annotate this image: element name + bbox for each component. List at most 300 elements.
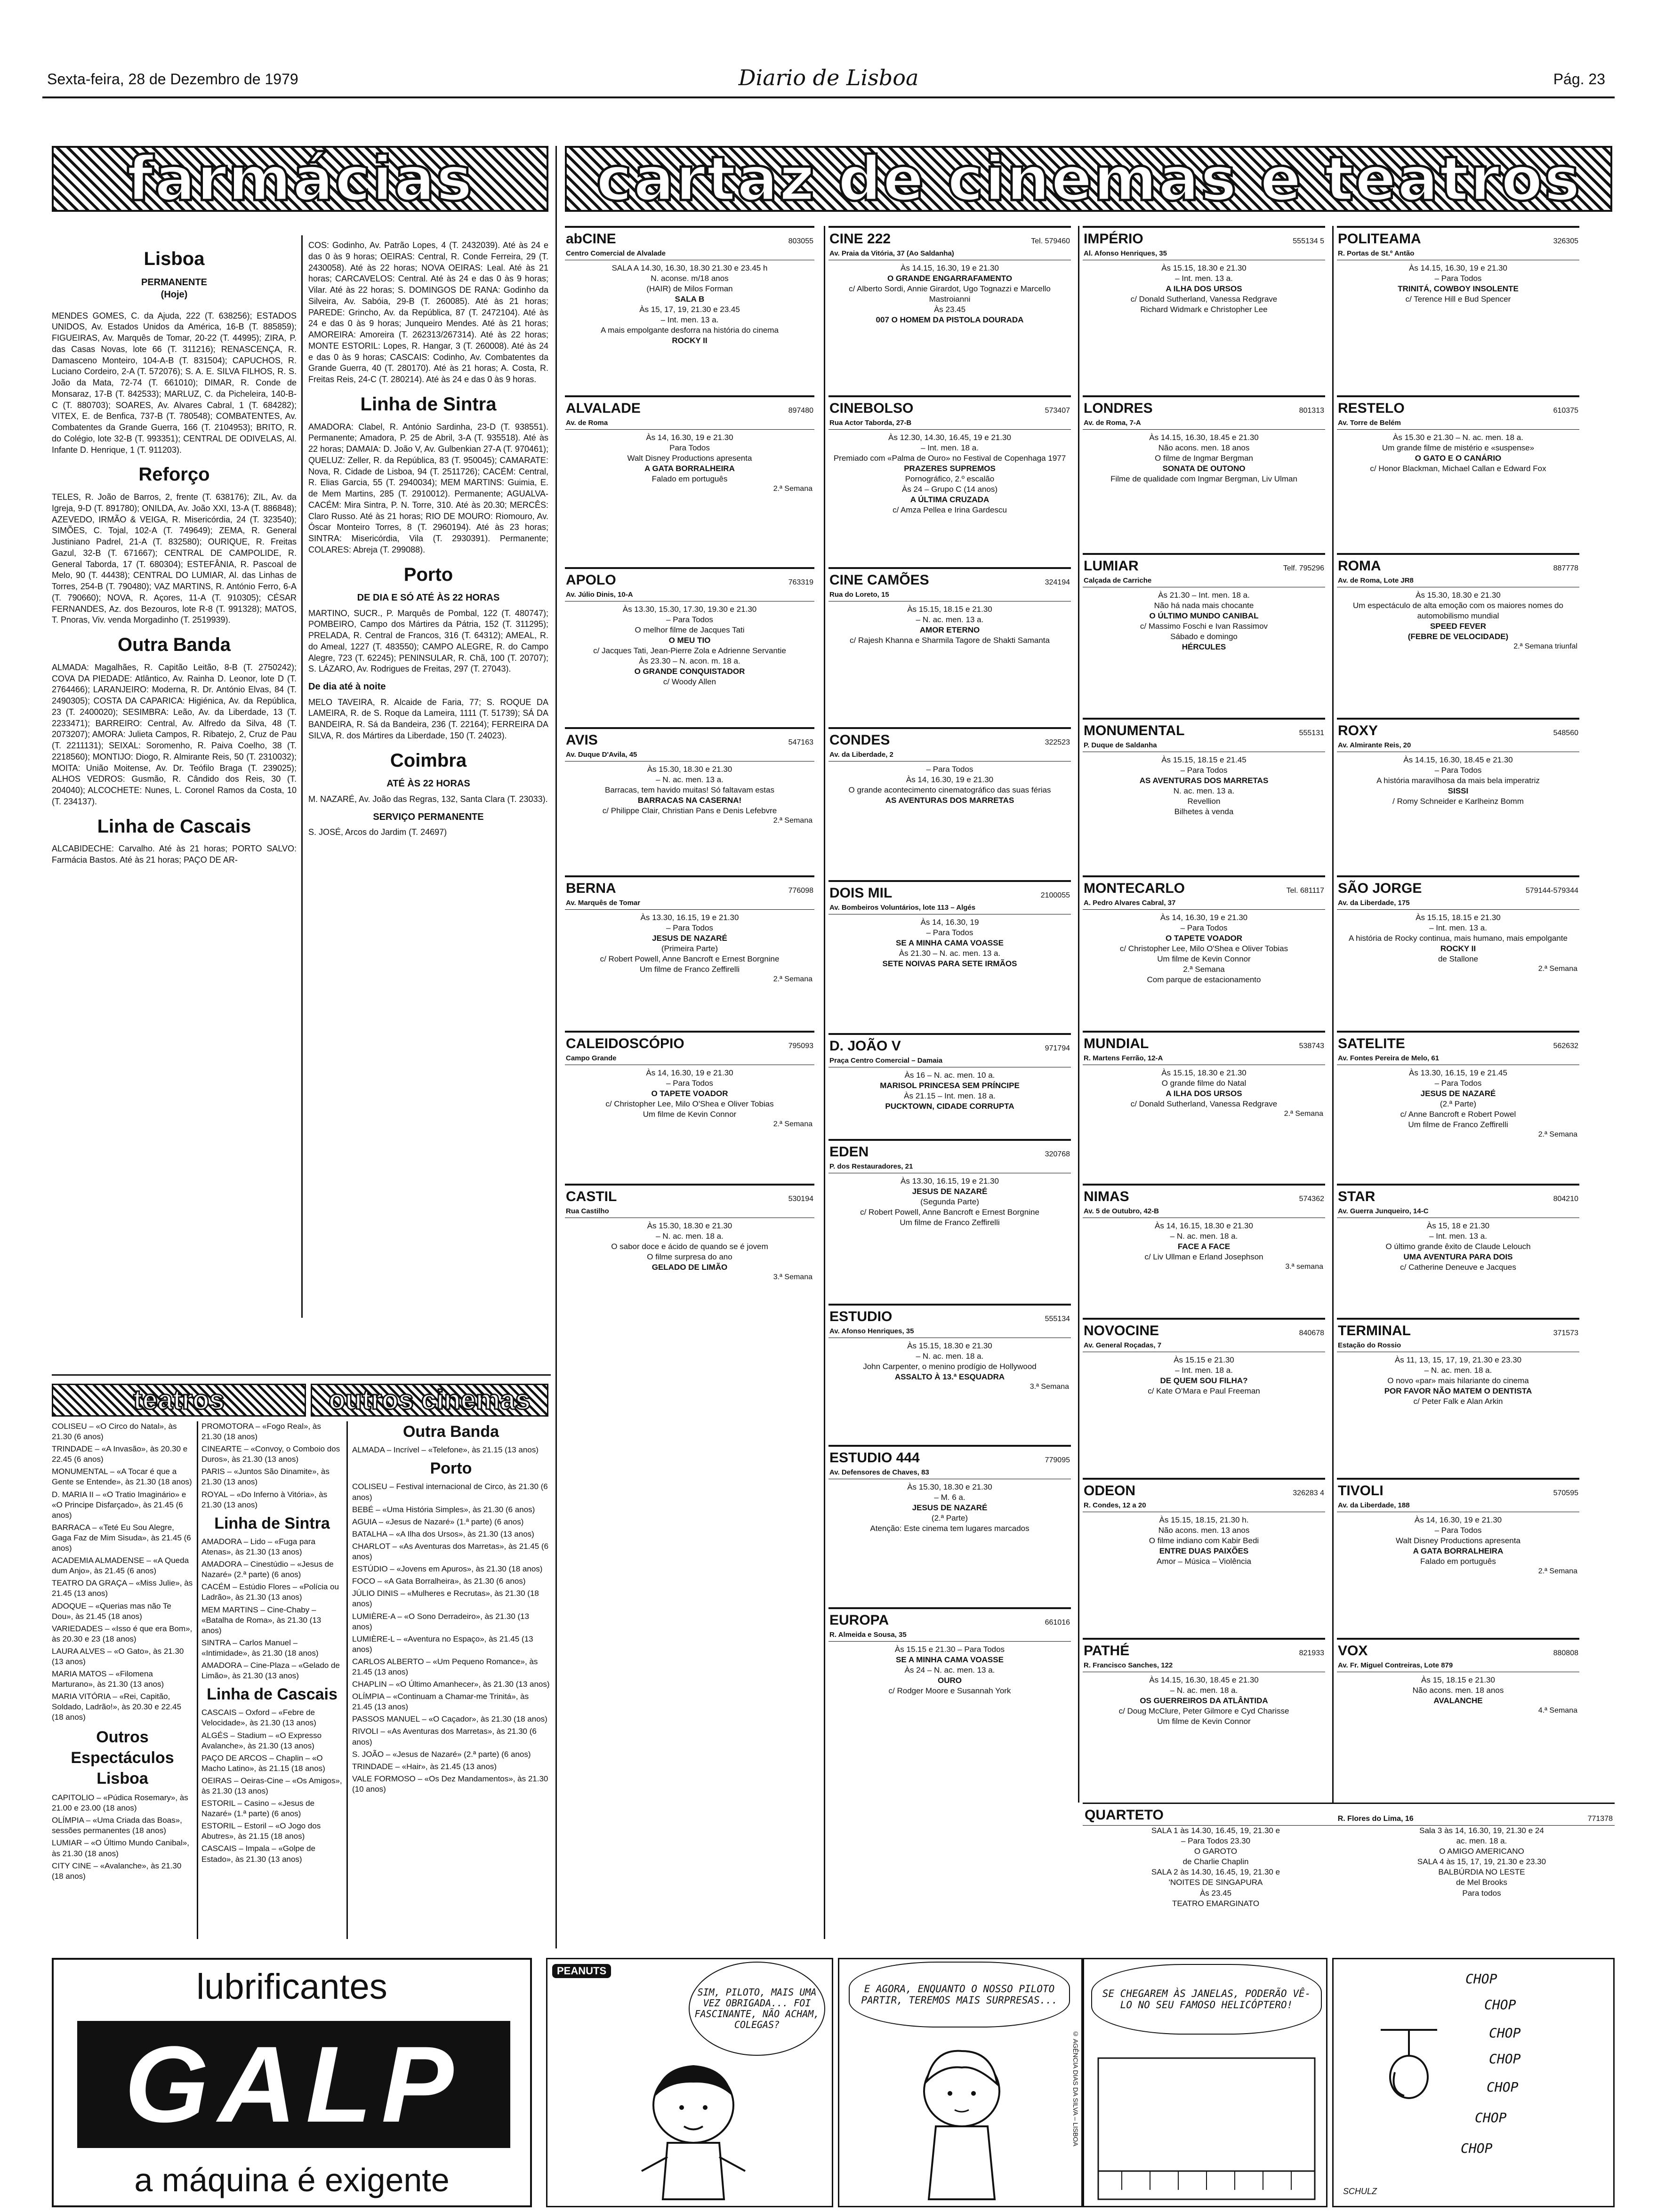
cinema-line: – M. 6 a. bbox=[934, 1492, 965, 1502]
cinema-line: ASSALTO À 13.ª ESQUADRA bbox=[894, 1372, 1005, 1381]
cinema-line: A mais empolgante desforra na história do cinema bbox=[601, 326, 779, 335]
cinema-line: Walt Disney Productions apresenta bbox=[627, 453, 752, 463]
cinema-line: c/ Robert Powell, Anne Bancroft e Ernest Borgnine bbox=[600, 954, 780, 963]
cinema-line: Um espectáculo de alta emoção com os maiores nomes do automobilismo mundial bbox=[1353, 601, 1563, 620]
cinema-listing bbox=[1337, 718, 1579, 872]
cinema-tel: Telf. 795296 bbox=[1283, 564, 1324, 572]
cinema-line: SISSI bbox=[1448, 786, 1469, 795]
cinema-address: Av. Guerra Junqueiro, 14-C bbox=[1337, 1207, 1579, 1218]
cinema-line: N. ac. men. 13 a. bbox=[1173, 786, 1235, 795]
cinema-line: Às 15.30 e 21.30 – N. ac. men. 18 a. bbox=[1393, 433, 1523, 442]
hoje-label: (Hoje) bbox=[161, 289, 188, 300]
cinema-line: Às 13.30, 16.15, 19 e 21.30 bbox=[640, 913, 739, 922]
listing-entry: JÚLIO DINIS – «Mulheres e Recrutas», às 21.30 (18 anos) bbox=[352, 1589, 539, 1609]
cinema-line: Às 15, 18.15 e 21.30 bbox=[1421, 1675, 1495, 1684]
cinema-line: (2.ª Parte) bbox=[931, 1513, 968, 1523]
cinema-line: Não acons. men. 18 anos bbox=[1412, 1685, 1504, 1695]
cinema-listing bbox=[1083, 1478, 1325, 1634]
listing-entry: BARRACA – «Teté Eu Sou Alegre, Gaga Faz de Mim Sisuda», às 21.45 (6 anos) bbox=[52, 1523, 191, 1553]
cinema-address: Av. Almirante Reis, 20 bbox=[1337, 741, 1579, 752]
cinema-listing bbox=[565, 395, 814, 563]
cinema-tel: 804210 bbox=[1553, 1195, 1578, 1203]
cinema-line: TRINITÁ, COWBOY INSOLENTE bbox=[1398, 284, 1519, 293]
cinema-address: Av. 5 de Outubro, 42-B bbox=[1083, 1207, 1325, 1218]
cinema-week: 2.ª Semana bbox=[1284, 1109, 1323, 1118]
cinema-listing bbox=[828, 567, 1071, 723]
cinema-listing bbox=[1337, 1638, 1579, 1796]
cinema-line: O GATO E O CANÁRIO bbox=[1415, 453, 1502, 463]
header-rule bbox=[42, 96, 1615, 98]
cinema-name: RESTELO bbox=[1338, 401, 1405, 416]
cinema-name: CINEBOLSO bbox=[829, 401, 914, 416]
listing-entry: TRINDADE – «A Invasão», às 20.30 e 22.45 (6 anos) bbox=[52, 1444, 188, 1464]
cinema-name: PATHÉ bbox=[1084, 1643, 1130, 1659]
quarteto-line: Sala 3 às 14, 16.30, 19, 21.30 e 24 bbox=[1419, 1826, 1544, 1835]
listing-entry: AGUIA – «Jesus de Nazaré» (1.ª parte) (6 anos) bbox=[352, 1517, 524, 1526]
cinema-week: 2.ª Semana bbox=[773, 975, 812, 984]
cinema-listing bbox=[828, 727, 1071, 876]
cinema-column-divider bbox=[1332, 226, 1334, 1803]
porto-subheading: DE DIA E SÓ ATÉ ÀS 22 HORAS bbox=[357, 593, 500, 603]
comic-signature: SCHULZ bbox=[1343, 2187, 1377, 2196]
galp-advert bbox=[52, 1958, 532, 2207]
cinema-line: A GATA BORRALHEIRA bbox=[1413, 1546, 1504, 1555]
listing-entry: PASSOS MANUEL – «O Caçador», às 21.30 (18 anos) bbox=[352, 1715, 547, 1724]
cinema-line: – Para Todos bbox=[1434, 765, 1482, 775]
cinema-line: – Para Todos bbox=[666, 615, 713, 624]
cinema-line: AS AVENTURAS DOS MARRETAS bbox=[1139, 776, 1269, 785]
servico-heading: SERVIÇO PERMANENTE bbox=[373, 811, 484, 822]
cinema-name: LUMIAR bbox=[1084, 558, 1139, 574]
cinema-line: Premiado com «Palma de Ouro» no Festival de Copenhaga 1977 bbox=[833, 453, 1066, 463]
cinema-line: UMA AVENTURA PARA DOIS bbox=[1403, 1252, 1513, 1261]
cinema-tel: 555131 bbox=[1299, 729, 1324, 737]
cinema-listing bbox=[828, 1445, 1071, 1603]
cinema-week: 3.ª semana bbox=[1285, 1262, 1323, 1271]
ad-slogan: a máquina é exigente bbox=[134, 2162, 450, 2198]
comic-panel-3 bbox=[1083, 1958, 1327, 2207]
cinema-name: VOX bbox=[1338, 1643, 1368, 1659]
page-header bbox=[42, 66, 1615, 94]
listing-entry: COLISEU – Festival internacional de Circo, às 21.30 (6 anos) bbox=[352, 1482, 548, 1502]
cinema-listing bbox=[828, 395, 1071, 563]
cinema-line: Às 14.15, 16.30, 18.45 e 21.30 bbox=[1403, 755, 1513, 764]
cinema-line: ROCKY II bbox=[1440, 944, 1476, 953]
cinema-line: SPEED FEVER bbox=[1430, 621, 1487, 631]
listing-entry: OEIRAS – Oeiras-Cine – «Os Amigos», às 21.30 (13 anos) bbox=[201, 1776, 342, 1795]
cinema-line: c/ Honor Blackman, Michael Callan e Edward Fox bbox=[1370, 464, 1546, 473]
quarteto-line: de Mel Brooks bbox=[1456, 1878, 1507, 1887]
cinema-line: Às 13.30, 16.15, 19 e 21.30 bbox=[901, 1176, 999, 1186]
listing-entry: ESTORIL – Casino – «Jesus de Nazaré» (1.ª parte) (6 anos) bbox=[201, 1799, 315, 1819]
listing-entry: BEBÉ – «Uma História Simples», às 21.30 (6 anos) bbox=[352, 1505, 535, 1514]
cinema-tel: 2100055 bbox=[1040, 891, 1070, 899]
listing-entry: OLÍMPIA – «Uma Criada das Boas», sessões permanentes (18 anos) bbox=[52, 1816, 182, 1835]
cinema-line: FACE A FACE bbox=[1177, 1242, 1231, 1251]
chop-sound-4: CHOP bbox=[1489, 2051, 1521, 2067]
cinema-line: – N. ac. men. 18 a. bbox=[1170, 1231, 1238, 1241]
cinema-week: 2.ª Semana bbox=[1538, 1567, 1577, 1575]
cinema-line: – Int. men. 13 a. bbox=[660, 315, 719, 324]
cinema-line: MARISOL PRINCESA SEM PRÍNCIPE bbox=[880, 1081, 1020, 1090]
listing-entry: MEM MARTINS – Cine-Chaby – «Batalha de Roma», às 21.30 (13 anos) bbox=[201, 1605, 322, 1635]
farmacias-banner-text: farmácias bbox=[127, 143, 474, 215]
listing-entry: LAURA ALVES – «O Gato», às 21.30 (13 anos) bbox=[52, 1646, 184, 1666]
listing-entry: MARIA VITÓRIA – «Rei, Capitão, Soldado, Ladrão!», às 20.30 e 22.45 (18 anos) bbox=[52, 1692, 182, 1722]
cinema-name: CONDES bbox=[829, 732, 890, 748]
cinema-tel: 324194 bbox=[1045, 578, 1070, 586]
pharmacy-col-2 bbox=[308, 240, 548, 1318]
listing-entry: CITY CINE – «Avalanche», às 21.30 (18 anos) bbox=[52, 1861, 182, 1881]
cinema-listing bbox=[1337, 1184, 1579, 1314]
teatros-list bbox=[52, 1421, 193, 1939]
cinema-line: Revellion bbox=[1187, 796, 1221, 806]
cinema-line: A história de Rocky continua, mais humano, mais empolgante bbox=[1349, 933, 1568, 943]
cinema-line: Barracas, tem havido muitas! Só faltavam estas bbox=[605, 785, 774, 794]
quarteto-rule bbox=[1083, 1803, 1615, 1804]
listing-entry: VALE FORMOSO – «Os Dez Mandamentos», às 21.30 (10 anos) bbox=[352, 1774, 548, 1794]
cinema-line: Às 14, 16.30, 19 e 21.30 bbox=[1414, 1515, 1502, 1524]
cinema-name: ESTUDIO 444 bbox=[829, 1450, 920, 1466]
cinema-name: LONDRES bbox=[1084, 401, 1153, 416]
chop-sound-6: CHOP bbox=[1475, 2110, 1507, 2125]
cinema-tel: 821933 bbox=[1299, 1649, 1324, 1657]
listing-entry: PROMOTORA – «Fogo Real», às 21.30 (18 anos) bbox=[201, 1422, 321, 1442]
cinema-line: O grande acontecimento cinematográfico das suas férias bbox=[848, 785, 1051, 794]
snoopy-helicopter-drawing bbox=[1362, 2020, 1456, 2115]
cinema-address: R. Portas de St.º Antão bbox=[1337, 249, 1579, 260]
outros-cinemas-banner bbox=[311, 1384, 548, 1417]
cinema-line: O filme de Ingmar Bergman bbox=[1155, 453, 1253, 463]
cinema-tel: 801313 bbox=[1299, 407, 1324, 415]
cinema-line: Amor – Música – Violência bbox=[1157, 1556, 1251, 1566]
outra-banda-list: ALMADA: Magalhães, R. Capitão Leitão, 8-B (T. 2750242); COVA DA PIEDADE: Atlântico, Av. Rainha D. Leonor, lote D (T. 2764466); LARANJEIRO: Moderna, R. Dr. António Elvas, 84 (T. 2490305); COSTA DA CAPARICA: Higiénica, Av. da República, 23 (T. 2400020); SESIMBRA: Leão, Av. da Liberdade, 13 (T. 2233471); BARREIRO: Central, Av. Alfredo da Silva, 48 (T. 2073207); AMORA: Julieta Campos, R. Ribatejo, 2, Cruz de Pau (T. 2211131); SEIXAL: Soromenho, R. Paiva Coelho, 38 (T. 2218560); MONTIJO: Diogo, R. Almirante Reis, 50 (T. 2310032); MOITA: União Moitense, Av. Dr. Teófilo Braga (T. 239025); ALHOS VEDROS: Gusmão, R. Cândido dos Reis, 30 (T. 204040); ALCOCHETE: Nunes, L. Coronel Ramos da Costa, 10 (T. 234137). bbox=[52, 662, 297, 806]
cinema-line: Às 15.15, 18.30 e 21.30 bbox=[1161, 263, 1247, 272]
quarteto-line: – Para Todos 23.30 bbox=[1181, 1836, 1251, 1846]
cinema-tel: 555134 bbox=[1045, 1315, 1070, 1323]
cinema-line: Às 15.30, 18.30 e 21.30 bbox=[647, 1221, 732, 1230]
cinema-line: c/ Anne Bancroft e Robert Powel bbox=[1400, 1109, 1516, 1119]
cinema-line: c/ Amza Pellea e Irina Gardescu bbox=[893, 505, 1007, 515]
cinema-address: Av. da Liberdade, 2 bbox=[828, 750, 1071, 761]
cinema-line: Richard Widmark e Christopher Lee bbox=[1140, 305, 1268, 314]
cinema-line: O GRANDE ENGARRAFAMENTO bbox=[887, 273, 1013, 283]
cinema-address: Campo Grande bbox=[565, 1054, 814, 1065]
cinema-name: ROXY bbox=[1338, 723, 1378, 738]
quarteto-right bbox=[1349, 1826, 1615, 1909]
cinema-tel: 763319 bbox=[788, 578, 813, 586]
listing-entry: D. MARIA II – «O Tratio Imaginário» e «O Principe Disfarçado», às 21.45 (6 anos) bbox=[52, 1490, 186, 1520]
cinema-name: STAR bbox=[1338, 1189, 1375, 1204]
chop-sound-5: CHOP bbox=[1487, 2079, 1519, 2095]
cinema-line: – Int. men. 13 a. bbox=[1175, 273, 1233, 283]
listing-entry: CASCAIS – Impala – «Golpe de Estado», às 21.30 (13 anos) bbox=[201, 1844, 315, 1864]
cinema-line: O TAPETE VOADOR bbox=[1165, 933, 1243, 943]
cinema-name: ODEON bbox=[1084, 1483, 1136, 1499]
listing-entry: TEATRO DA GRAÇA – «Miss Julie», às 21.45 (13 anos) bbox=[52, 1579, 193, 1598]
cinema-address: Av. Afonso Henriques, 35 bbox=[828, 1327, 1071, 1338]
listing-entry: OLÍMPIA – «Continuam a Chamar-me Trinitá», às 21.45 (13 anos) bbox=[352, 1692, 529, 1712]
cinema-tel: 555134 5 bbox=[1293, 237, 1324, 245]
cinema-column-divider bbox=[824, 226, 825, 1939]
cinema-line: (Primeira Parte) bbox=[661, 944, 718, 953]
cinema-line: Um filme de Franco Zeffirelli bbox=[639, 964, 740, 974]
pharmacy-col-1 bbox=[52, 240, 297, 1318]
cinema-line: HÉRCULES bbox=[1182, 642, 1226, 651]
cinema-tel: 371573 bbox=[1553, 1329, 1578, 1337]
listing-entry: BATALHA – «A Ilha dos Ursos», às 21.30 (13 anos) bbox=[352, 1529, 534, 1539]
cinema-line: c/ Donald Sutherland, Vanessa Redgrave bbox=[1130, 1099, 1278, 1108]
cinema-line: – Para Todos bbox=[1434, 273, 1482, 283]
cinema-column-divider bbox=[1078, 226, 1079, 1803]
speech-bubble-2: E AGORA, ENQUANTO O NOSSO PILOTO PARTIR, TEREMOS MAIS SURPRESAS... bbox=[849, 1962, 1070, 2028]
cinema-line: c/ Rajesh Khanna e Sharmila Tagore de Shakti Samanta bbox=[850, 635, 1050, 645]
cinema-line: JESUS DE NAZARÉ bbox=[1420, 1089, 1496, 1098]
cinema-address: Av. General Roçadas, 7 bbox=[1083, 1341, 1325, 1352]
cinema-listing bbox=[828, 226, 1071, 392]
cinema-address: Praça Centro Comercial – Damaia bbox=[828, 1056, 1071, 1067]
cinema-tel: 326305 bbox=[1553, 237, 1578, 245]
quarteto-address: R. Flores do Lima, 16 bbox=[1337, 1815, 1414, 1823]
listing-entry: CAPITOLIO – «Púdica Rosemary», às 21.00 e 23.00 (18 anos) bbox=[52, 1793, 188, 1813]
cinema-line: Às 21.30 – N. ac. men. 13 a. bbox=[899, 948, 1001, 958]
cinema-week: 2.ª Semana bbox=[773, 816, 812, 825]
galp-logo bbox=[77, 2021, 510, 2148]
cinema-line: Filme de qualidade com Ingmar Bergman, Liv Ulman bbox=[1110, 474, 1297, 483]
cinema-address: Centro Comercial de Alvalade bbox=[565, 249, 814, 260]
cinema-line: Às 21.30 – Int. men. 18 a. bbox=[1158, 590, 1250, 600]
cinema-address: Al. Afonso Henriques, 35 bbox=[1083, 249, 1325, 260]
cinema-name: D. JOÃO V bbox=[829, 1038, 901, 1054]
cinema-line: DE QUEM SOU FILHA? bbox=[1160, 1376, 1248, 1385]
cinema-line: – N. ac. men. 13 a. bbox=[916, 615, 984, 624]
lucy-drawing bbox=[623, 2049, 764, 2204]
quarteto-line: BALBÚRDIA NO LESTE bbox=[1438, 1867, 1525, 1877]
cinema-address: A. Pedro Alvares Cabral, 37 bbox=[1083, 898, 1325, 910]
cinema-line: Às 16 – N. ac. men. 10 a. bbox=[904, 1070, 995, 1080]
porto-noite-list: MELO TAVEIRA, R. Alcaide de Faria, 77; S. ROQUE DA LAMEIRA, R. de S. Roque da Lameira, 1111 (T. 51739); SÁ DA BANDEIRA, R. Sá da Bandeira, 236 (T. 22164); FERREIRA DA SILVA, R. dos Mártires da Liberdade, 150 (T. 24023). bbox=[308, 697, 548, 740]
cinema-address: Av. de Roma, 7-A bbox=[1083, 418, 1325, 430]
cinema-line: – Para Todos bbox=[926, 764, 973, 774]
cinema-line: – N. ac. men. 18 a. bbox=[1424, 1365, 1492, 1375]
listing-entry: CARLOS ALBERTO – «Um Pequeno Romance», às 21.45 (13 anos) bbox=[352, 1657, 538, 1676]
cinema-line: Às 14, 16.30, 19 e 21.30 bbox=[646, 433, 733, 442]
cinema-line: Às 15.30, 18.30 e 21.30 bbox=[647, 764, 732, 774]
cinema-tel: 530194 bbox=[788, 1195, 813, 1203]
listing-entry: RIVOLI – «As Aventuras dos Marretas», às 21.30 (6 anos) bbox=[352, 1727, 537, 1747]
cinema-line: (2.ª Parte) bbox=[1440, 1099, 1477, 1108]
cinema-line: – N. ac. men. 18 a. bbox=[916, 1351, 984, 1361]
cinema-line: Às 14, 16.30, 19 e 21.30 bbox=[646, 1068, 733, 1077]
quarteto-line: TEATRO EMARGINATO bbox=[1172, 1899, 1260, 1908]
cinema-tel: 320768 bbox=[1045, 1150, 1070, 1158]
cinema-listing bbox=[1083, 553, 1325, 714]
cinema-line: O GRANDE CONQUISTADOR bbox=[634, 667, 745, 676]
cinema-line: Pornográfico, 2.º escalão bbox=[905, 474, 995, 483]
cinema-line: Às 11, 13, 15, 17, 19, 21.30 e 23.30 bbox=[1394, 1355, 1522, 1364]
quarteto-line: SALA 1 às 14.30, 16.45, 19, 21.30 e bbox=[1151, 1826, 1280, 1835]
cinema-address: Calçada de Carriche bbox=[1083, 576, 1325, 587]
page-number: Pág. 23 bbox=[1553, 71, 1605, 88]
cinema-listing bbox=[1083, 1638, 1325, 1796]
cascais-list-cont: COS: Godinho, Av. Patrão Lopes, 4 (T. 2432039). Até às 24 e das 0 às 9 horas; OEIRAS: Central, R. Conde Ferreira, 29 (T. 2430058). Até às 22 horas; NOVA OEIRAS: Leal. Até às 21 horas; CARCAVELOS: Central. Até às 24 e das 0 às 9 horas; Vilar. Até às 22 horas; S. DOMINGOS DE RANA: Godinho da Silveira, Av. Sabóia, 29-B (T. 260085). Até às 21 horas; PAREDE: Grincho, Av. da República, 87 (T. 2472104). Até às 24 e das 0 às 9 horas; Junqueiro Mendes. Até às 21 horas; AMOREIRA: Amoreira (T. 262313/267314). Até às 22 horas; MONTE ESTORIL: Lopes, R. Hangar, 3 (T. 260008). Até às 24 e das 0 às 9 horas; CASCAIS: Codinho, Av. Combatentes da Grande Guerra, 40 (T. 280170). Até às 21 horas; A. Costa, R. Freitas Reis, 24-C (T. 280214). Até às 24 e das 0 às 9 horas. bbox=[308, 240, 548, 384]
comic-title: PEANUTS bbox=[552, 1964, 611, 1978]
cartaz-banner bbox=[565, 143, 1612, 215]
cinema-line: 007 O HOMEM DA PISTOLA DOURADA bbox=[876, 315, 1024, 324]
cinema-address: R. Condes, 12 a 20 bbox=[1083, 1501, 1325, 1512]
chop-sound-7: CHOP bbox=[1461, 2140, 1493, 2156]
cinema-name: MONUMENTAL bbox=[1084, 723, 1185, 738]
cinema-listing bbox=[1083, 1184, 1325, 1314]
cinema-line: Às 21.15 – Int. men. 18 a. bbox=[904, 1091, 996, 1100]
cinema-line: A ILHA DOS URSOS bbox=[1166, 1089, 1242, 1098]
cinema-week: 2.ª Semana bbox=[1538, 964, 1577, 973]
cinema-tel: 562632 bbox=[1553, 1042, 1578, 1050]
cinema-listing bbox=[828, 1304, 1071, 1441]
cinema-line: GELADO DE LIMÃO bbox=[652, 1262, 728, 1272]
cinema-line: O melhor filme de Jacques Tati bbox=[635, 625, 745, 634]
cinema-week: 3.ª Semana bbox=[773, 1273, 812, 1281]
cinema-line: Às 15.15 e 21.30 – Para Todos bbox=[894, 1644, 1005, 1654]
cinema-tel: 574362 bbox=[1299, 1195, 1324, 1203]
cinema-name: ROMA bbox=[1338, 558, 1381, 574]
cinema-tel: Tel. 579460 bbox=[1031, 237, 1070, 245]
cinema-tel: 880808 bbox=[1553, 1649, 1578, 1657]
cinema-line: (FEBRE DE VELOCIDADE) bbox=[1408, 632, 1509, 641]
reforco-heading: Reforço bbox=[138, 464, 210, 485]
cinema-name: NOVOCINE bbox=[1084, 1323, 1159, 1338]
outros-lisboa-heading: Lisboa bbox=[97, 1769, 148, 1787]
listing-entry: CINEARTE – «Convoy, o Comboio dos Duros», às 21.30 (13 anos) bbox=[201, 1444, 340, 1464]
cinema-line: – Para Todos bbox=[1434, 1078, 1482, 1088]
listing-entry: CHAPLIN – «O Último Amanhecer», às 21.30 (13 anos) bbox=[352, 1680, 550, 1689]
cinema-line: Falado em português bbox=[1420, 1556, 1496, 1566]
cinema-line: AVALANCHE bbox=[1433, 1696, 1483, 1705]
cinema-line: c/ Peter Falk e Alan Arkin bbox=[1413, 1396, 1503, 1406]
cinema-listing bbox=[1083, 226, 1325, 392]
cinema-line: c/ Philippe Clair, Christian Pans e Denis Lefebvre bbox=[602, 806, 777, 815]
quarteto-line: Às 23.45 bbox=[1199, 1888, 1232, 1898]
cinema-line: Às 23.45 bbox=[933, 305, 966, 314]
cinema-tel: 661016 bbox=[1045, 1619, 1070, 1627]
listing-entry: COLISEU – «O Circo do Natal», às 21.30 (6 anos) bbox=[52, 1422, 177, 1442]
cinema-address: Av. Praia da Vitória, 37 (Ao Saldanha) bbox=[828, 249, 1071, 260]
outros-list-1 bbox=[201, 1421, 343, 1939]
cinema-line: Um filme de Franco Zeffirelli bbox=[900, 1218, 1000, 1227]
cinema-address: Rua Castilho bbox=[565, 1207, 814, 1218]
cinema-line: Às 14.15, 16.30, 18.45 e 21.30 bbox=[1149, 433, 1259, 442]
cinema-listing bbox=[565, 226, 814, 392]
quarteto-line: Para todos bbox=[1462, 1888, 1501, 1898]
outros-espectaculos-heading: Outros Espectáculos bbox=[71, 1728, 174, 1767]
listing-entry: CASCAIS – Oxford – «Febre de Velocidade», às 21.30 (13 anos) bbox=[201, 1708, 316, 1728]
listing-entry: TRINDADE – «Hair», às 21.45 (13 anos) bbox=[352, 1762, 497, 1771]
cinema-name: POLITEAMA bbox=[1338, 231, 1421, 247]
cinema-line: c/ Christopher Lee, Milo O'Shea e Oliver Tobias bbox=[605, 1099, 774, 1108]
cinema-line: SONATA DE OUTONO bbox=[1162, 464, 1246, 473]
cinema-name: EDEN bbox=[829, 1144, 869, 1160]
cinema-line: de Stallone bbox=[1438, 954, 1479, 963]
cinema-line: POR FAVOR NÃO MATEM O DENTISTA bbox=[1384, 1386, 1532, 1395]
farmacias-banner bbox=[52, 143, 548, 215]
cinema-line: Às 15.30, 18.30 e 21.30 bbox=[1416, 590, 1501, 600]
cinema-line: c/ Rodger Moore e Susannah York bbox=[888, 1686, 1011, 1695]
cinema-line: O grande filme do Natal bbox=[1161, 1078, 1247, 1088]
outros-porto-heading: Porto bbox=[430, 1459, 472, 1478]
outros-banner-text: outros cinemas bbox=[329, 1385, 531, 1415]
cinema-line: c/ Liv Ullman e Erland Josephson bbox=[1144, 1252, 1263, 1261]
sintra-list: AMADORA: Clabel, R. António Sardinha, 23-D (T. 938551). Permanente; Amadora, P. 25 de Abril, 3-A (T. 935518). Até às 22 horas; DAMAIA: D. João V, Av. Gulbenkian 27-A (T. 970461); QUELUZ: Zeller, R. da República, 83 (T. 950045); CAMARATE: Nova, R. Cidade de Lisboa, 94 (T. 2511726); CACÉM: Central, R. Elias Garcia, 55 (T. 2940034); MEM MARTINS: Guimia, E. de Mem Martins, 285 (T. 2910012). Permanente; AGUALVA-CACÉM: Mira Sintra, P. N. Torre, 310. Até às 20.30; MERCÊS: Claro Russo. Até às 21 horas; RIO DE MOURO: Riomouro, Av. Óscar Monteiro Torres, 8 (T. 2960194). Até às 23 horas; SINTRA: Misericórdia, Vila (T. 2930391). Permanente; COLARES: Abreja (T. 299088). bbox=[308, 422, 548, 554]
cinema-tel: 610375 bbox=[1553, 407, 1578, 415]
listing-entry: PAÇO DE ARCOS – Chaplin – «O Macho Latino», às 21.15 (18 anos) bbox=[201, 1753, 325, 1773]
cinema-name: BERNA bbox=[566, 881, 616, 896]
cinema-line: Às 13.30, 15.30, 17.30, 19.30 e 21.30 bbox=[622, 604, 757, 614]
sintra-heading: Linha de Sintra bbox=[360, 393, 497, 415]
cinema-address: Av. Torre de Belém bbox=[1337, 418, 1579, 430]
cinema-listing bbox=[828, 1139, 1071, 1300]
listing-entry: CACÉM – Estúdio Flores – «Polícia ou Ladrão», às 21.30 (13 anos) bbox=[201, 1582, 339, 1602]
cinema-line: SE A MINHA CAMA VOASSE bbox=[896, 938, 1004, 947]
listing-entry: LUMIÈRE-A – «O Sono Derradeiro», às 21.30 (13 anos) bbox=[352, 1611, 530, 1631]
listing-entry: MARIA MATOS – «Filomena Marturano», às 21.30 (13 anos) bbox=[52, 1669, 164, 1689]
cinema-listing bbox=[828, 1033, 1071, 1135]
cinema-line: Às 15, 18 e 21.30 bbox=[1426, 1221, 1490, 1230]
quarteto-line: O AMIGO AMERICANO bbox=[1439, 1847, 1524, 1856]
quarteto-name: QUARTETO bbox=[1085, 1807, 1164, 1823]
listing-entry: AMADORA – Cine-Plaza – «Gelado de Limão», às 21.30 (13 anos) bbox=[201, 1660, 340, 1681]
cinema-tel: 779095 bbox=[1045, 1456, 1070, 1464]
cinema-listing bbox=[1083, 395, 1325, 549]
cinema-listing bbox=[1083, 875, 1325, 1027]
listing-entry: ESTORIL – Estoril – «O Jogo dos Abutres», às 21.15 (18 anos) bbox=[201, 1821, 321, 1841]
cinema-line: Às 15.15, 18.15 e 21.45 bbox=[1161, 755, 1247, 764]
cinema-listing bbox=[565, 875, 814, 1027]
cinema-name: ALVALADE bbox=[566, 401, 641, 416]
cinema-listing bbox=[1337, 553, 1579, 714]
listing-entry: FOCO – «A Gata Borralheira», às 21.30 (6 anos) bbox=[352, 1577, 526, 1586]
cinema-line: – Para Todos bbox=[1434, 1525, 1482, 1535]
cinema-line: Falado em português bbox=[652, 474, 728, 483]
cinema-line: O novo «par» mais hilariante do cinema bbox=[1387, 1376, 1529, 1385]
speech-bubble-1: SIM, PILOTO, MAIS UMA VEZ OBRIGADA... FOI FASCINANTE, NÃO ACHAM, COLEGAS? bbox=[689, 1962, 825, 2056]
cinema-line: SALA A 14.30, 16.30, 18.30 21.30 e 23.45 h bbox=[611, 263, 768, 272]
cinema-address: Av. da Liberdade, 188 bbox=[1337, 1501, 1579, 1512]
cinema-line: c/ Donald Sutherland, Vanessa Redgrave bbox=[1130, 294, 1278, 304]
cinema-line: Às 15.15, 18.15 e 21.30 bbox=[1416, 913, 1501, 922]
cinema-name: MONTECARLO bbox=[1084, 881, 1185, 896]
cinema-line: Bilhetes à venda bbox=[1174, 807, 1234, 816]
cinema-line: – Para Todos bbox=[1180, 923, 1228, 932]
peppermint-patty-drawing bbox=[891, 2039, 1032, 2204]
cinema-line: JESUS DE NAZARÉ bbox=[912, 1186, 988, 1196]
cinema-line: Às 14.15, 16.30, 19 e 21.30 bbox=[901, 263, 999, 272]
cinema-name: ESTUDIO bbox=[829, 1309, 893, 1324]
cinema-line: c/ Massimo Foschi e Ivan Rassimov bbox=[1140, 621, 1268, 631]
cinema-line: / Romy Schneider e Karlheinz Bomm bbox=[1392, 796, 1524, 806]
cinema-line: O último grande êxito de Claude Lelouch bbox=[1385, 1242, 1531, 1251]
cinema-name: TIVOLI bbox=[1338, 1483, 1384, 1499]
cinema-name: SÃO JORGE bbox=[1338, 881, 1422, 896]
cinema-line: O filme surpresa do ano bbox=[647, 1252, 732, 1261]
galp-logo-text: GALP bbox=[124, 2024, 463, 2145]
cinema-week: 2.ª Semana bbox=[773, 1120, 812, 1128]
cinema-name: IMPÉRIO bbox=[1084, 231, 1143, 247]
cinema-address: Av. Júlio Dinis, 10-A bbox=[565, 590, 814, 601]
cartaz-banner-text: cartaz de cinemas e teatros bbox=[596, 143, 1581, 215]
cinema-tel: 322523 bbox=[1045, 738, 1070, 746]
cinema-tel: 795093 bbox=[788, 1042, 813, 1050]
cinema-line: Às 15.15, 18.30 e 21.30 bbox=[907, 1341, 992, 1350]
